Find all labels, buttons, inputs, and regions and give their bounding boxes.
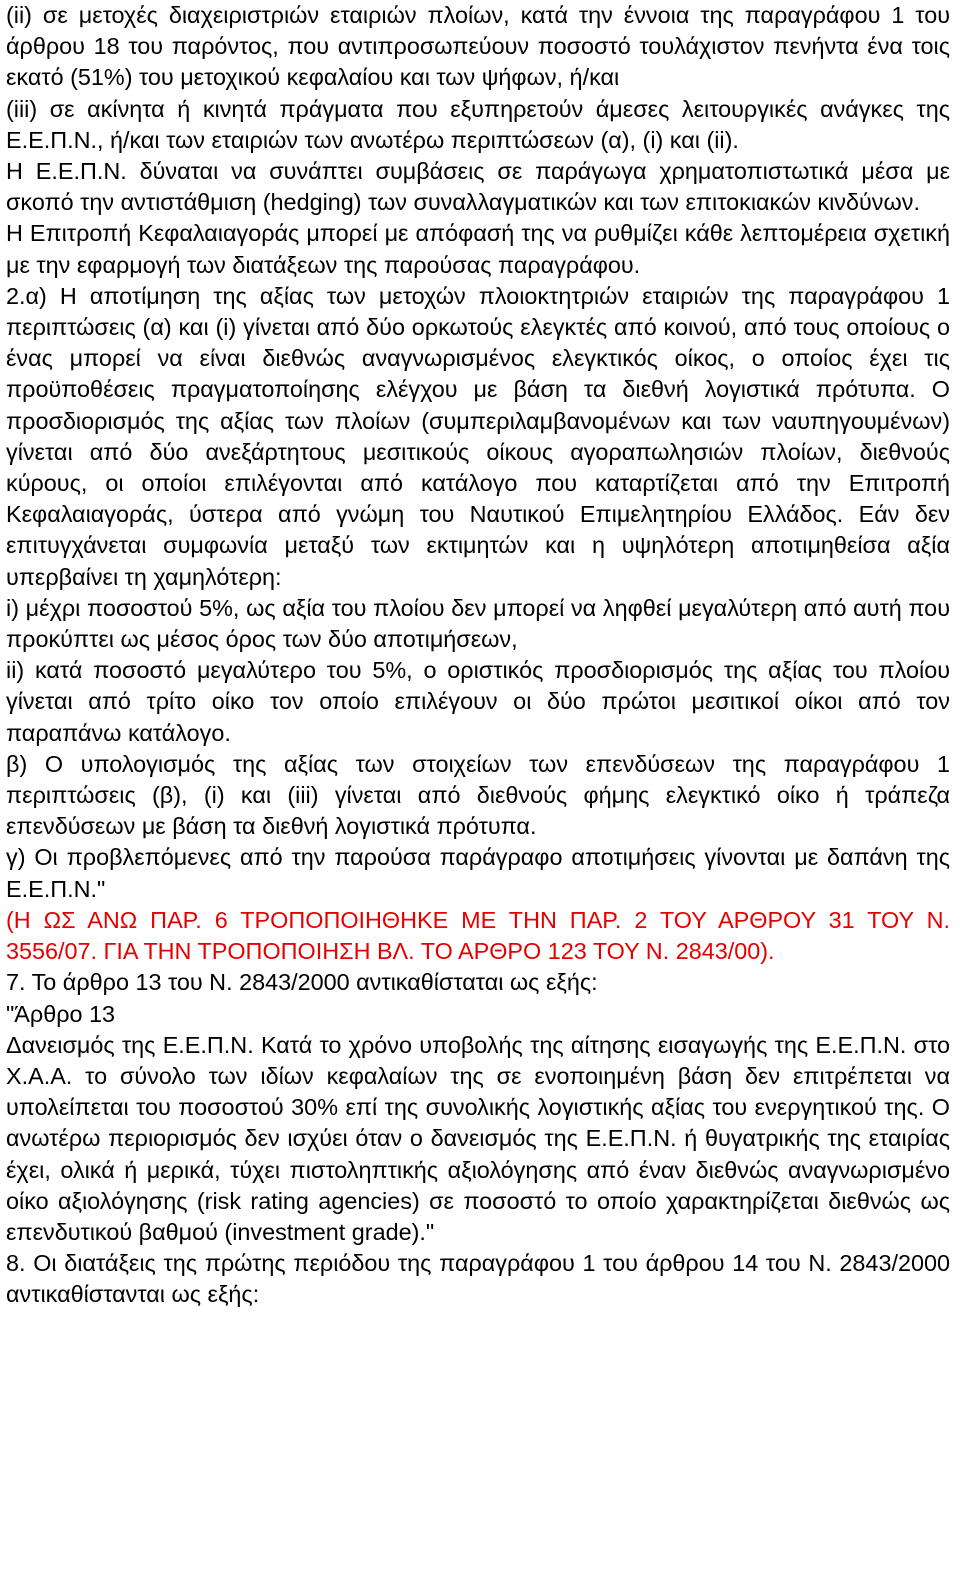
- paragraph-capital-markets-commission: Η Επιτροπή Κεφαλαιαγοράς μπορεί με απόφασή της να ρυθμίζει κάθε λεπτομέρεια σχετική με την εφαρμογή των διατάξεων της παρούσας παραγράφου.: [6, 220, 950, 278]
- document-page: [6, 0, 950, 1311]
- amendment-note: (Η ΩΣ ΑΝΩ ΠΑΡ. 6 ΤΡΟΠΟΠΟΙΗΘΗΚΕ ΜΕ ΤΗΝ ΠΑΡ. 2 ΤΟΥ ΑΡΘΡΟΥ 31 ΤΟΥ Ν. 3556/07. ΓΙΑ ΤΗΝ ΤΡΟΠΟΠΟΙΗΣΗ ΒΛ. ΤΟ ΑΡΘΡΟ 123 ΤΟΥ Ν. 2843/00).: [6, 906, 950, 965]
- paragraph-c-valuation-cost: γ) Οι προβλεπόμενες από την παρούσα παράγραφο αποτιμήσεις γίνονται με δαπάνη της Ε.Ε.Π.Ν.": [6, 844, 950, 902]
- paragraph-8-article-14-replacement: 8. Οι διατάξεις της πρώτης περιόδου της παραγράφου 1 του άρθρου 14 του Ν. 2843/2000 αντικαθίστανται ως εξής:: [6, 1250, 950, 1308]
- paragraph-borrowing-of-eepn: Δανεισμός της Ε.Ε.Π.Ν. Κατά το χρόνο υποβολής της αίτησης εισαγωγής της Ε.Ε.Π.Ν. στο Χ.Α.Α. το σύνολο των ιδίων κεφαλαίων της σε ενοποιημένη βάση δεν επιτρέπεται να υπολείπεται του ποσοστού 30% επί της συνολικής λογιστικής αξίας του ενεργητικού της. Ο ανωτέρω περιορισμός δεν ισχύει όταν ο δανεισμός της Ε.Ε.Π.Ν. ή θυγατρικής της εταιρίας έχει, ολικά ή μερικά, τύχει πιστοληπτικής αξιολόγησης από έναν διεθνώς αναγνωρισμένο οίκο αξιολόγησης (risk rating agencies) σε ποσοστό το οποίο χαρακτηρίζεται διεθνώς ως επενδυτικού βαθμού (investment grade).": [6, 1031, 950, 1245]
- paragraph-iii-movable-immovable-property: (iii) σε ακίνητα ή κινητά πράγματα που εξυπηρετούν άμεσες λειτουργικές ανάγκες της Ε.Ε.Π.Ν., ή/και των εταιριών των ανωτέρω περιπτώσεων (α), (i) και (ii).: [6, 95, 950, 153]
- paragraph-7-article-13-replacement: 7. Το άρθρο 13 του Ν. 2843/2000 αντικαθίσταται ως εξής:: [6, 969, 598, 996]
- paragraph-ii-over-5-percent: ii) κατά ποσοστό μεγαλύτερο του 5%, ο οριστικός προσδιορισμός της αξίας του πλοίου γίνεται από τρίτο οίκο τον οποίο επιλέγουν οι δύο πρώτοι μεσιτικοί οίκοι από τον παραπάνω κατάλογο.: [6, 657, 950, 746]
- paragraph-b-investment-valuation: β) Ο υπολογισμός της αξίας των στοιχείων των επενδύσεων της παραγράφου 1 περιπτώσεις (β), (i) και (iii) γίνεται από διεθνούς φήμης ελεγκτικό οίκο ή τράπεζα επενδύσεων με βάση τα διεθνή λογιστικά πρότυπα.: [6, 750, 950, 840]
- paragraph-ii-shipping-management-shares: (ii) σε μετοχές διαχειριστριών εταιριών πλοίων, κατά την έννοια της παραγράφου 1 του άρθρου 18 του παρόντος, που αντιπροσωπεύουν ποσοστό τουλάχιστον πενήντα ένα τοις εκατό (51%) του μετοχικού κεφαλαίου και των ψήφων, ή/και: [6, 2, 950, 91]
- paragraph-2a-valuation-of-shares: 2.α) Η αποτίμηση της αξίας των μετοχών πλοιοκτητριών εταιριών της παραγράφου 1 περιπτώσεις (α) και (i) γίνεται από δύο ορκωτούς ελεγκτές από κοινού, από τους οποίους ο ένας μπορεί να είναι διεθνώς αναγνωρισμένος ελεγκτικός οίκος, ο οποίος έχει τις προϋποθέσεις πραγματοποίησης ελέγχου με βάση τα διεθνή λογιστικά πρότυπα. Ο προσδιορισμός της αξίας των πλοίων (συμπεριλαμβανομένων και των ναυπηγουμένων) γίνεται από δύο ανεξάρτητους μεσιτικούς οίκους αγοραπωλησιών πλοίων, διεθνούς κύρους, οι οποίοι επιλέγονται από κατάλογο που καταρτίζεται από την Επιτροπή Κεφαλαιαγοράς, ύστερα από γνώμη του Ναυτικού Επιμελητηρίου Ελλάδος. Εάν δεν επιτυγχάνεται συμφωνία μεταξύ των εκτιμητών και η υψηλότερη αποτιμηθείσα αξία υπερβαίνει τη χαμηλότερη:: [6, 282, 950, 590]
- article-13-heading: "Άρθρο 13: [6, 1000, 116, 1027]
- paragraph-i-up-to-5-percent: i) μέχρι ποσοστού 5%, ως αξία του πλοίου δεν μπορεί να ληφθεί μεγαλύτερη από αυτή που προκύπτει ως μέσος όρος των δύο αποτιμήσεων,: [6, 594, 950, 653]
- paragraph-hedging-derivatives: Η Ε.Ε.Π.Ν. δύναται να συνάπτει συμβάσεις σε παράγωγα χρηματοπιστωτικά μέσα με σκοπό την αντιστάθμιση (hedging) των συναλλαγματικών και των επιτοκιακών κινδύνων.: [6, 158, 950, 216]
